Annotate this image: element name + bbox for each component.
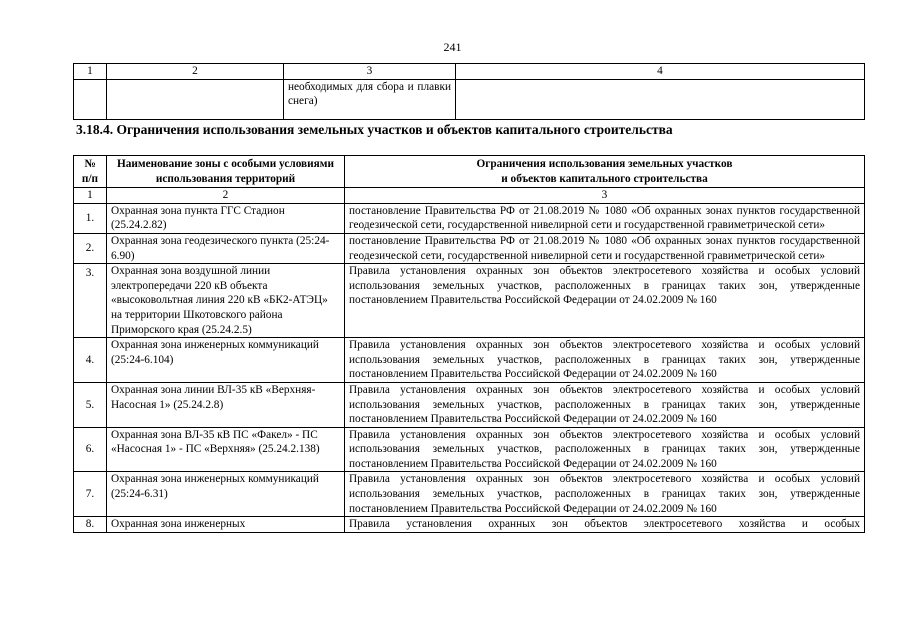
row-number: 5.: [74, 382, 107, 427]
zone-name: Охранная зона ВЛ-35 кВ ПС «Факел» - ПС «Насосная 1» - ПС «Верхняя» (25.24.2.138): [107, 427, 345, 472]
header-restrictions-line2: и объектов капитального строительства: [501, 172, 708, 185]
table-row: [74, 427, 865, 472]
table-row: [74, 472, 865, 517]
row-number: 2.: [74, 233, 107, 263]
row-number: 7.: [74, 472, 107, 517]
row-number: 3.: [74, 264, 107, 338]
row-number: 4.: [74, 338, 107, 383]
page-number: 241: [443, 40, 462, 54]
table-row: [74, 233, 865, 263]
table-row: [74, 517, 865, 533]
numbering-row: [74, 188, 865, 204]
table-row: [74, 382, 865, 427]
column-number: 3: [284, 64, 456, 80]
table-cell: необходимых для сбора и плавки снега): [284, 79, 456, 119]
zone-name: Охранная зона воздушной линии электропередачи 220 кВ объекта «высоковольтная линия 220 кВ «БК2-АТЭЦ» на территории Шкотовского района Приморского края (25.24.2.5): [107, 264, 345, 338]
zone-name: Охранная зона инженерных коммуникаций (25:24-6.104): [107, 338, 345, 383]
zone-name: Охранная зона линии ВЛ-35 кВ «Верхняя-Насосная 1» (25.24.2.8): [107, 382, 345, 427]
column-number: 4: [456, 64, 865, 80]
column-number: 3: [345, 188, 865, 204]
restriction-text: Правила установления охранных зон объектов электросетевого хозяйства и особых условий использования земельных участков, расположенных в границах таких зон, утвержденные постановлением Правительства Российской Федерации от 24.02.2009 № 160: [345, 427, 865, 472]
zone-name: Охранная зона геодезического пункта (25:24-6.90): [107, 233, 345, 263]
header-number: № п/п: [74, 156, 107, 188]
table-header-row: [74, 156, 865, 188]
restriction-text: Правила установления охранных зон объектов электросетевого хозяйства и особых условий использования земельных участков, расположенных в границах таких зон, утвержденные постановлением Правительства Российской Федерации от 24.02.2009 № 160: [345, 382, 865, 427]
restrictions-table: [73, 155, 865, 533]
restriction-text: Правила установления охранных зон объектов электросетевого хозяйства и особых условий использования земельных участков, расположенных в границах таких зон, утвержденные постановлением Правительства Российской Федерации от 24.02.2009 № 160: [345, 264, 865, 338]
column-number: 2: [107, 188, 345, 204]
header-zone-name: Наименование зоны с особыми условиями использования территорий: [107, 156, 345, 188]
restriction-text: Правила установления охранных зон объектов электросетевого хозяйства и особых условий использования земельных участков, расположенных в границах таких зон, утвержденные постановлением Правительства Российской Федерации от 24.02.2009 № 160: [345, 472, 865, 517]
zone-name: Охранная зона пункта ГГС Стадион (25.24.2.82): [107, 203, 345, 233]
restriction-text: постановление Правительства РФ от 21.08.2019 № 1080 «Об охранных зонах пунктов государственной геодезической сети, государственной нивелирной сети и государственной гравиметрической сети»: [345, 233, 865, 263]
zone-name: Охранная зона инженерных коммуникаций (25:24-6.31): [107, 472, 345, 517]
table-row: [74, 338, 865, 383]
restriction-text: постановление Правительства РФ от 21.08.2019 № 1080 «Об охранных зонах пунктов государственной геодезической сети, государственной нивелирной сети и государственной гравиметрической сети»: [345, 203, 865, 233]
row-number: 6.: [74, 427, 107, 472]
table-cell: [107, 79, 284, 119]
table-cell: [456, 79, 865, 119]
column-number: 1: [74, 188, 107, 204]
table-row: [74, 79, 865, 119]
header-restrictions-line1: Ограничения использования земельных участков: [476, 158, 733, 170]
restriction-text: Правила установления охранных зон объектов электросетевого хозяйства и особых: [345, 517, 865, 533]
table-header-row: [74, 64, 865, 80]
table-row: [74, 264, 865, 338]
header-restrictions: [345, 156, 865, 188]
restriction-text: Правила установления охранных зон объектов электросетевого хозяйства и особых условий использования земельных участков, расположенных в границах таких зон, утвержденные постановлением Правительства Российской Федерации от 24.02.2009 № 160: [345, 338, 865, 383]
table-row: [74, 203, 865, 233]
row-number: 1.: [74, 203, 107, 233]
zone-name: Охранная зона инженерных: [107, 517, 345, 533]
continued-table: [73, 63, 865, 120]
column-number: 1: [74, 64, 107, 80]
row-number: 8.: [74, 517, 107, 533]
table-cell: [74, 79, 107, 119]
column-number: 2: [107, 64, 284, 80]
section-title: 3.18.4. Ограничения использования земельных участков и объектов капитального строительства: [76, 122, 673, 137]
